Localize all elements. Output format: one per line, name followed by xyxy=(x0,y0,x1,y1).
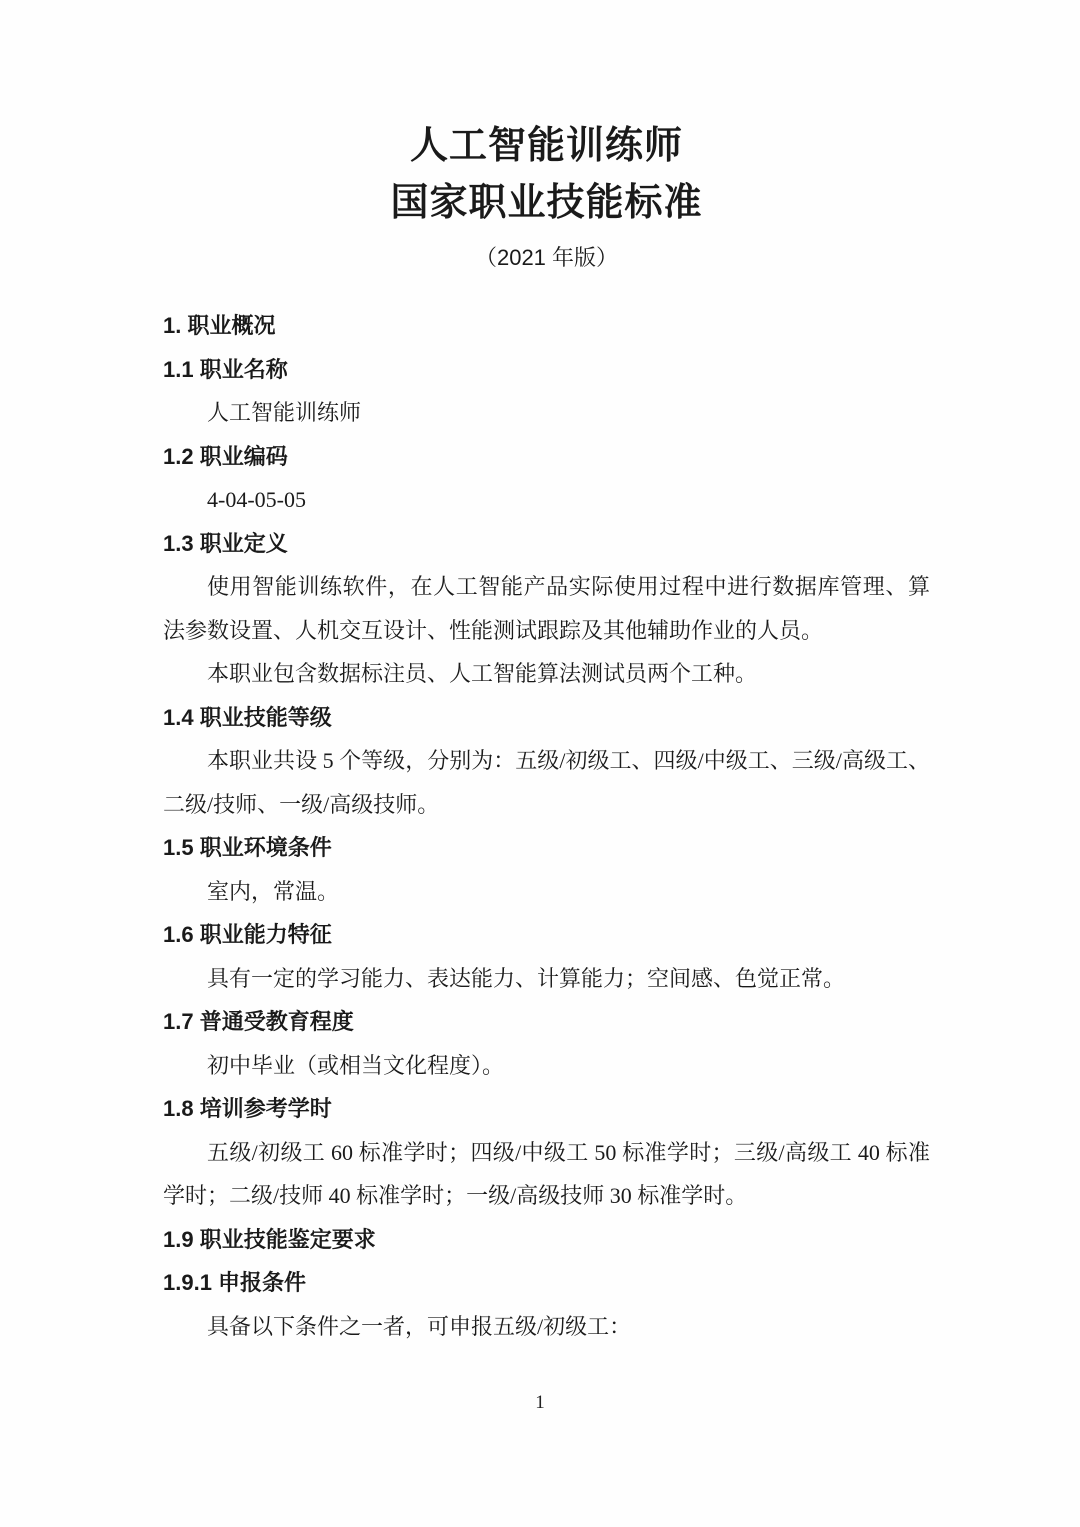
body-paragraph: 本职业包含数据标注员、人工智能算法测试员两个工种。 xyxy=(207,661,758,686)
subsection-heading: 1.4 职业技能等级 xyxy=(163,704,332,730)
subsection-heading: 1.3 职业定义 xyxy=(163,530,288,556)
body-paragraph: 初中毕业（或相当文化程度）。 xyxy=(207,1052,505,1078)
body-paragraph: 具备以下条件之一者，可申报五级/初级工： xyxy=(207,1313,632,1339)
subsection-heading: 1.9 职业技能鉴定要求 xyxy=(163,1226,376,1252)
subsection-heading: 1.7 普通受教育程度 xyxy=(163,1009,354,1034)
document-title-line-1: 人工智能训练师 xyxy=(409,125,683,167)
document-header xyxy=(163,118,930,278)
body-paragraph: 4-04-05-05 xyxy=(207,487,306,512)
body-paragraph: 五级/初级工 60 标准学时；四级/中级工 50 标准学时；三级/高级工 40 标准学时；二级/技师 40 标准学时；一级/高级技师 30 标准学时。 xyxy=(163,1139,930,1208)
edition-label: （2021 年版） xyxy=(474,245,619,270)
subsection-heading: 1.8 培训参考学时 xyxy=(163,1096,332,1121)
body-paragraph: 本职业共设 5 个等级，分别为：五级/初级工、四级/中级工、三级/高级工、二级/技师、一级/高级技师。 xyxy=(163,748,930,817)
page-footer xyxy=(0,1392,1080,1414)
body-paragraph: 具有一定的学习能力、表达能力、计算能力；空间感、色觉正常。 xyxy=(207,965,846,991)
section-heading: 1. 职业概况 xyxy=(163,313,276,338)
subsection-heading: 1.6 职业能力特征 xyxy=(163,922,332,947)
subsection-heading: 1.5 职业环境条件 xyxy=(163,835,332,860)
body-paragraph: 使用智能训练软件，在人工智能产品实际使用过程中进行数据库管理、算法参数设置、人机交互设计、性能测试跟踪及其他辅助作业的人员。 xyxy=(163,574,930,643)
subsection-heading: 1.1 职业名称 xyxy=(163,356,288,382)
document-body xyxy=(163,304,930,1348)
subsection-heading: 1.2 职业编码 xyxy=(163,443,288,469)
document-title-line-2: 国家职业技能标准 xyxy=(390,182,703,224)
body-paragraph: 室内，常温。 xyxy=(207,878,340,904)
body-paragraph: 人工智能训练师 xyxy=(207,400,362,425)
page-number: 1 xyxy=(535,1392,545,1413)
subsubsection-heading: 1.9.1 申报条件 xyxy=(163,1270,307,1295)
